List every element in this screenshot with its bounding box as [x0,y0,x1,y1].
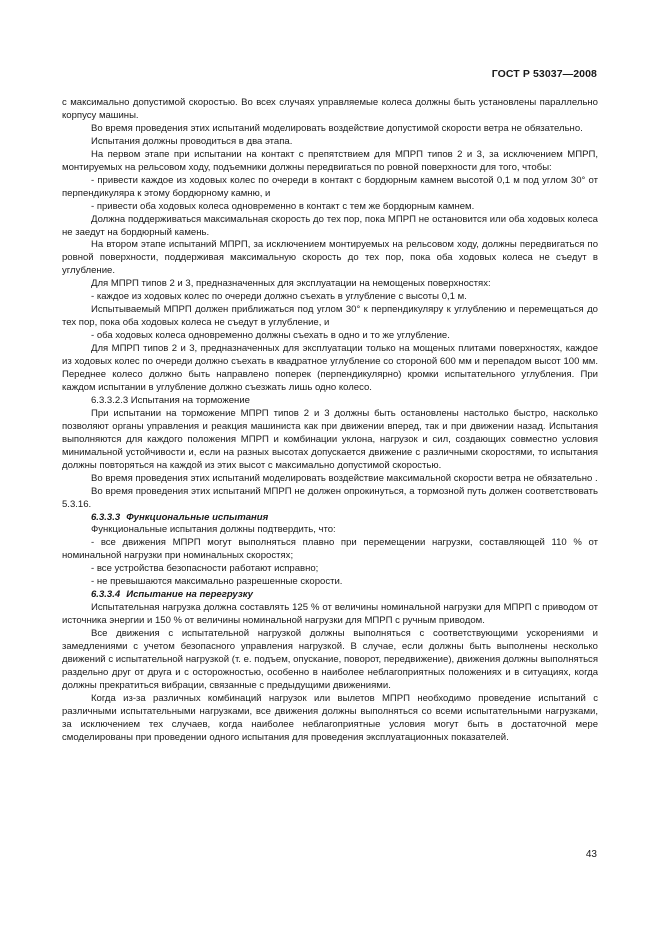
section-title: Функциональные испытания [126,511,269,523]
body-paragraph: При испытании на торможение МПРП типов 2 и 3 должны быть остановлены настолько быстро, насколько позволяют органы управления и реакция машиниста как при движении вперед, так и при движении назад. Испытания выполняются для каждого положения МПРП и комбинации уклона, нагрузок и сил, создающих совместно условия минимальной устойчивости и, если на разных высотах допускается движение с различными скоростями, то испытания должны повторяться на каждой из этих высот с максимально допустимой скоростью. [62,407,598,471]
body-paragraph: Функциональные испытания должны подтвердить, что: [91,524,336,536]
body-paragraph: - все движения МПРП могут выполняться плавно при перемещении нагрузки, составляющей 110 % от номинальной нагрузки при номинальных скоростях; [62,537,598,562]
section-number: 6.3.3.3 [91,511,121,523]
body-paragraph: - не превышаются максимально разрешенные скорости. [91,576,343,588]
body-paragraph: с максимально допустимой скоростью. Во всех случаях управляемые колеса должны быть установлены параллельно корпусу машины. [62,97,598,121]
body-paragraph: Во время проведения этих испытаний МПРП не должен опрокинуться, а тормозной путь должен соответствовать 5.3.16. [62,485,598,510]
body-paragraph: - все устройства безопасности работают исправно; [91,563,319,575]
body-paragraph: Испытательная нагрузка должна составлять 125 % от величины номинальной нагрузки для МПРП с приводом от источника энергии и 150 % от величины номинальной нагрузки для МПРП с ручным приводом. [62,602,598,627]
body-paragraph: - каждое из ходовых колес по очереди должно съехать в углубление с высоты 0,1 м. [91,291,467,303]
body-paragraph: Когда из-за различных комбинаций нагрузок или вылетов МПРП необходимо проведение испытаний с различными испытательными нагрузками, все движения должны выполняться со всеми испытательными нагрузками, за исключением тех случаев, когда наиболее неблагоприятные условия могут быть в достаточной мере смоделированы при проведении одного испытания для проведения эксплуатационных показателей. [62,692,598,743]
body-paragraph: Испытываемый МПРП должен приближаться под углом 30° к перпендикуляру к углублению и перемещаться до тех пор, пока оба ходовых колеса не съедут в углубление, и [62,304,598,329]
section-title: Испытание на перегрузку [126,589,253,601]
body-paragraph: Должна поддерживаться максимальная скорость до тех пор, пока МПРП не остановится или оба ходовых колеса не заедут на бордюрный камень. [62,213,598,238]
body-paragraph: Во время проведения этих испытаний моделировать воздействие допустимой скорости ветра не обязательно. [91,122,583,134]
body-paragraph: - привести каждое из ходовых колес по очереди в контакт с бордюрным камнем высотой 0,1 м под углом 30° от перпендикуляра к этому бордюрному камню, и [62,174,598,199]
section-number: 6.3.3.4 [91,589,121,601]
body-paragraph: 6.3.3.2.3 Испытания на торможение [91,394,250,406]
document-body [62,97,598,745]
body-paragraph: На втором этапе испытаний МПРП, за исключением монтируемых на рельсовом ходу, должны передвигаться по ровной поверхности, поддерживая максимальную скорость до тех пор, пока оба ходовых колеса не съедут в углубление. [62,239,598,277]
body-paragraph: Во время проведения этих испытаний моделировать воздействие максимальной скорости ветра не обязательно . [91,472,598,484]
section-heading [62,512,598,525]
body-paragraph: На первом этапе при испытании на контакт с препятствием для МПРП типов 2 и 3, за исключением МПРП, монтируемых на рельсовом ходу, подъемники должны передвигаться по ровной поверхности для того, чтобы: [62,148,598,173]
body-paragraph: Для МПРП типов 2 и 3, предназначенных для эксплуатации на немощеных поверхностях: [91,278,491,290]
document-code-header: ГОСТ Р 53037—2008 [491,68,597,80]
body-paragraph: - оба ходовых колеса одновременно должны съехать в одно и то же углубление. [91,330,450,342]
body-paragraph: Испытания должны проводиться в два этапа. [91,135,293,147]
body-paragraph: Для МПРП типов 2 и 3, предназначенных для эксплуатации только на мощеных плитами поверхностях, каждое из ходовых колес по очереди должно съехать в квадратное углубление со стороной 600 мм и перепадом высот 100 мм. Переднее колесо должно быть направлено поперек (перпендикулярно) кромки испытательного углубления. При каждом испытании в углубление должно съезжать лишь одно колесо. [62,343,598,393]
page-number: 43 [585,849,597,860]
section-heading [62,589,598,602]
body-paragraph: - привести оба ходовых колеса одновременно в контакт с тем же бордюрным камнем. [91,200,475,212]
body-paragraph: Все движения с испытательной нагрузкой должны выполняться с соответствующими ускорениями и замедлениями с учетом безопасного управления нагрузкой. В случае, если должны быть выполнены несколько движений с испытательной нагрузкой (т. е. подъем, опускание, поворот, передвижение), движения должны выполняться раздельно друг от друга и с осторожностью, особенно в наиболее неблагоприятных положениях и в ситуациях, когда должны прекратиться вибрации, связанные с предыдущими движениями. [62,628,598,691]
